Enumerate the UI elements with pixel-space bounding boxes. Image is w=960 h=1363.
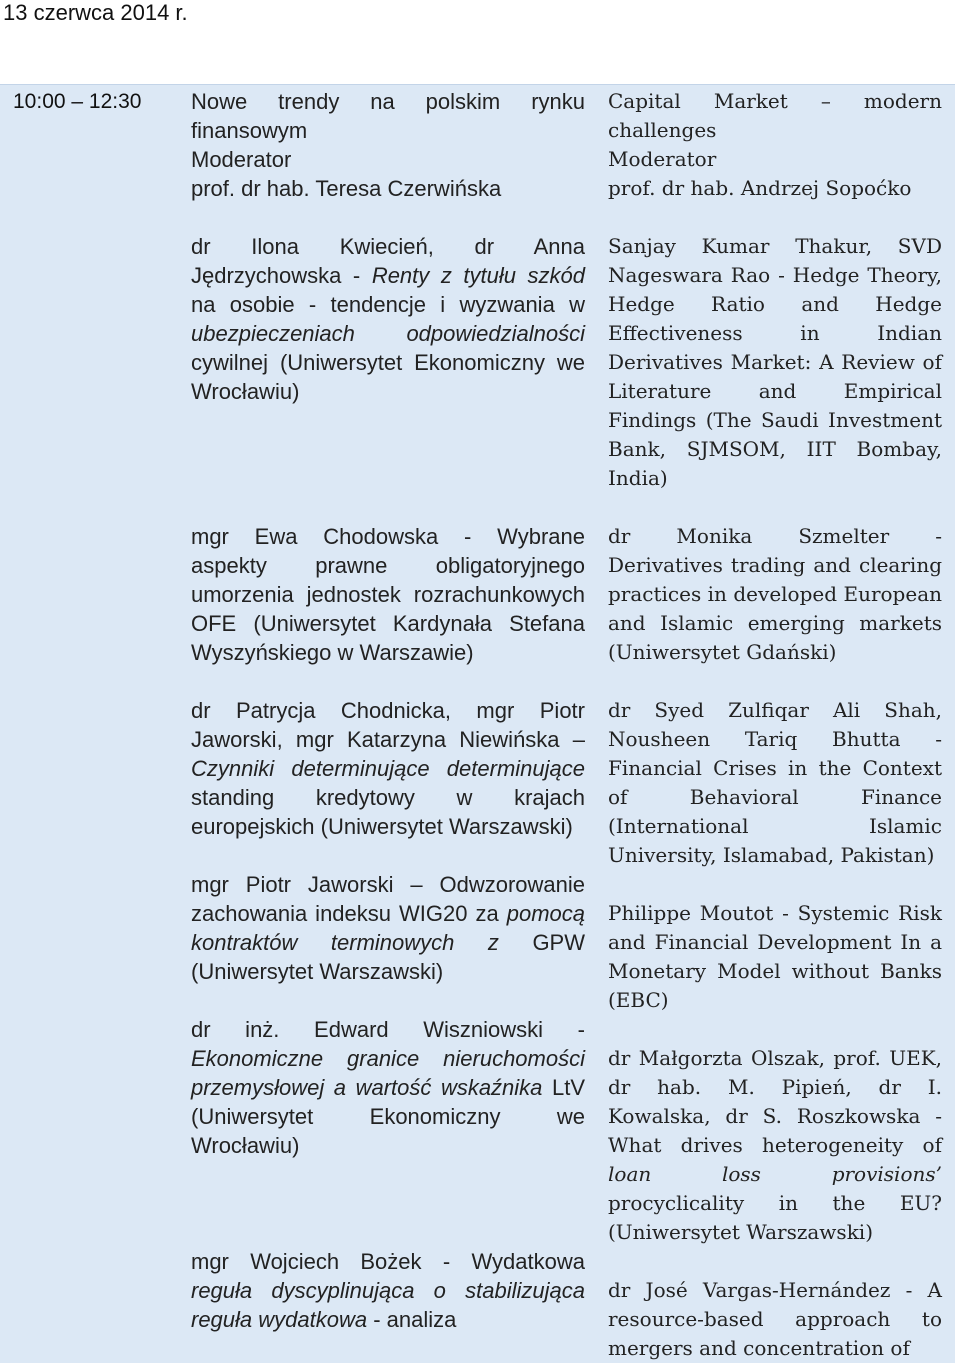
en-talk-1 bbox=[608, 232, 942, 493]
talk-title-italic-2: pomocą kontraktów terminowych z bbox=[191, 901, 585, 955]
talk-affiliation: (Uniwersytet Gdański) bbox=[608, 640, 837, 664]
talk-title-italic: Czynniki determinujące determinujące bbox=[191, 756, 585, 781]
en-moderator-name: prof. dr hab. Andrzej Sopoćko bbox=[608, 176, 912, 200]
talk-authors: dr Patrycja Chodnicka, mgr Piotr Jaworski, mgr Katarzyna Niewińska – bbox=[191, 698, 585, 752]
talk-authors: dr José Vargas-Hernández - bbox=[608, 1278, 928, 1302]
pl-session-title: Nowe trendy na polskim rynku finansowym bbox=[191, 89, 585, 143]
talk-affiliation: (EBC) bbox=[608, 988, 669, 1012]
pl-talk-5 bbox=[191, 1015, 585, 1160]
talk-title: LtV bbox=[542, 1075, 585, 1100]
talk-affiliation: (The Saudi Investment Bank, SJMSOM, IIT Bombay, India) bbox=[608, 408, 942, 490]
pl-session-column bbox=[191, 87, 585, 1363]
talk-title-italic-2: reguła dyscyplinująca o stabilizująca reguła wydatkowa bbox=[191, 1278, 585, 1332]
pl-moderator-name: prof. dr hab. Teresa Czerwińska bbox=[191, 176, 502, 201]
en-talk-6 bbox=[608, 1276, 942, 1363]
talk-title: Derivatives trading and clearing practices in developed European and Islamic emerging markets bbox=[608, 553, 942, 635]
talk-authors: dr Małgorzta Olszak, prof. UEK, dr hab. M. Pipień, dr I. Kowalska, dr S. Roszkowska - bbox=[608, 1046, 942, 1128]
talk-title-italic-2: ubezpieczeniach odpowiedzialności bbox=[191, 321, 585, 346]
talk-title: na osobie - tendencje i wyzwania w bbox=[191, 292, 585, 317]
pl-talk-6 bbox=[191, 1247, 585, 1334]
talk-authors: Philippe Moutot - bbox=[608, 901, 798, 925]
talk-authors: dr Syed Zulfiqar Ali Shah, Nousheen Tariq Bhutta - bbox=[608, 698, 942, 751]
talk-authors: mgr Piotr Jaworski – bbox=[191, 872, 440, 897]
talk-authors: mgr Wojciech Bożek - bbox=[191, 1249, 472, 1274]
talk-authors: dr Ilona Kwiecień, dr Anna Jędrzychowska - bbox=[191, 234, 585, 288]
talk-title-2: procyclicality in the EU? bbox=[608, 1191, 942, 1215]
talk-title: Wydatkowa bbox=[471, 1249, 585, 1274]
talk-affiliation: (Uniwersytet Kardynała Stefana Wyszyńskiego w Warszawie) bbox=[191, 611, 585, 665]
talk-authors: mgr Ewa Chodowska - bbox=[191, 524, 498, 549]
page-date: 13 czerwca 2014 r. bbox=[3, 0, 188, 25]
talk-authors: Sanjay Kumar Thakur, SVD Nageswara Rao - bbox=[608, 234, 942, 287]
talk-title: Hedge Theory, Hedge Ratio and Hedge Effectiveness in Indian Derivatives Market: A Review of Literature and Empirical Findings bbox=[608, 263, 943, 432]
pl-talk-1 bbox=[191, 232, 585, 406]
pl-talk-3 bbox=[191, 696, 585, 841]
pl-moderator-label: Moderator bbox=[191, 147, 292, 172]
talk-title: Wybrane aspekty prawne obligatoryjnego umorzenia jednostek rozrachunkowych OFE bbox=[191, 524, 585, 636]
talk-affiliation: - analiza bbox=[367, 1307, 457, 1332]
talk-title-italic: Ekonomiczne granice nieruchomości przemysłowej a wartość wskaźnika bbox=[191, 1046, 585, 1100]
en-talk-2 bbox=[608, 522, 942, 667]
talk-title: Financial Crises in the Context of Behavioral Finance bbox=[608, 756, 942, 809]
en-session-title: Capital Market – modern challenges bbox=[608, 89, 942, 142]
talk-title: Odwzorowanie zachowania indeksu WIG20 za bbox=[191, 872, 585, 926]
pl-talk-4 bbox=[191, 870, 585, 986]
talk-title: standing kredytowy w krajach europejskich bbox=[191, 785, 585, 839]
schedule-table bbox=[0, 84, 955, 1363]
talk-title: What drives heterogeneity of bbox=[608, 1133, 942, 1157]
en-talk-4 bbox=[608, 899, 942, 1015]
talk-affiliation: (Uniwersytet Warszawski) bbox=[608, 1220, 874, 1244]
time-slot: 10:00 – 12:30 bbox=[13, 90, 142, 113]
talk-title: A resource-based approach to mergers and concentration of bbox=[608, 1278, 942, 1360]
talk-affiliation: (International Islamic University, Islamabad, Pakistan) bbox=[608, 814, 942, 867]
pl-talk-2 bbox=[191, 522, 585, 667]
en-talk-3 bbox=[608, 696, 942, 870]
en-talk-5 bbox=[608, 1044, 942, 1247]
en-moderator-label: Moderator bbox=[608, 147, 717, 171]
talk-title-italic: Renty z tytułu szkód bbox=[371, 263, 585, 288]
pl-session-header bbox=[191, 87, 585, 203]
talk-affiliation: (Uniwersytet Ekonomiczny we Wrocławiu) bbox=[191, 1104, 585, 1158]
talk-authors: dr Monika Szmelter - bbox=[608, 524, 942, 548]
talk-affiliation: (Uniwersytet Warszawski) bbox=[314, 814, 573, 839]
en-session-column bbox=[608, 87, 942, 1363]
talk-affiliation: cywilnej (Uniwersytet Ekonomiczny we Wrocławiu) bbox=[191, 350, 585, 404]
talk-title-italic: loan loss provisions’ bbox=[608, 1162, 942, 1186]
talk-title: Systemic Risk and Financial Development In a Monetary Model without Banks bbox=[608, 901, 942, 983]
en-session-header bbox=[608, 87, 942, 203]
talk-affiliation: GPW (Uniwersytet Warszawski) bbox=[191, 930, 585, 984]
talk-authors: dr inż. Edward Wiszniowski - bbox=[191, 1017, 585, 1042]
